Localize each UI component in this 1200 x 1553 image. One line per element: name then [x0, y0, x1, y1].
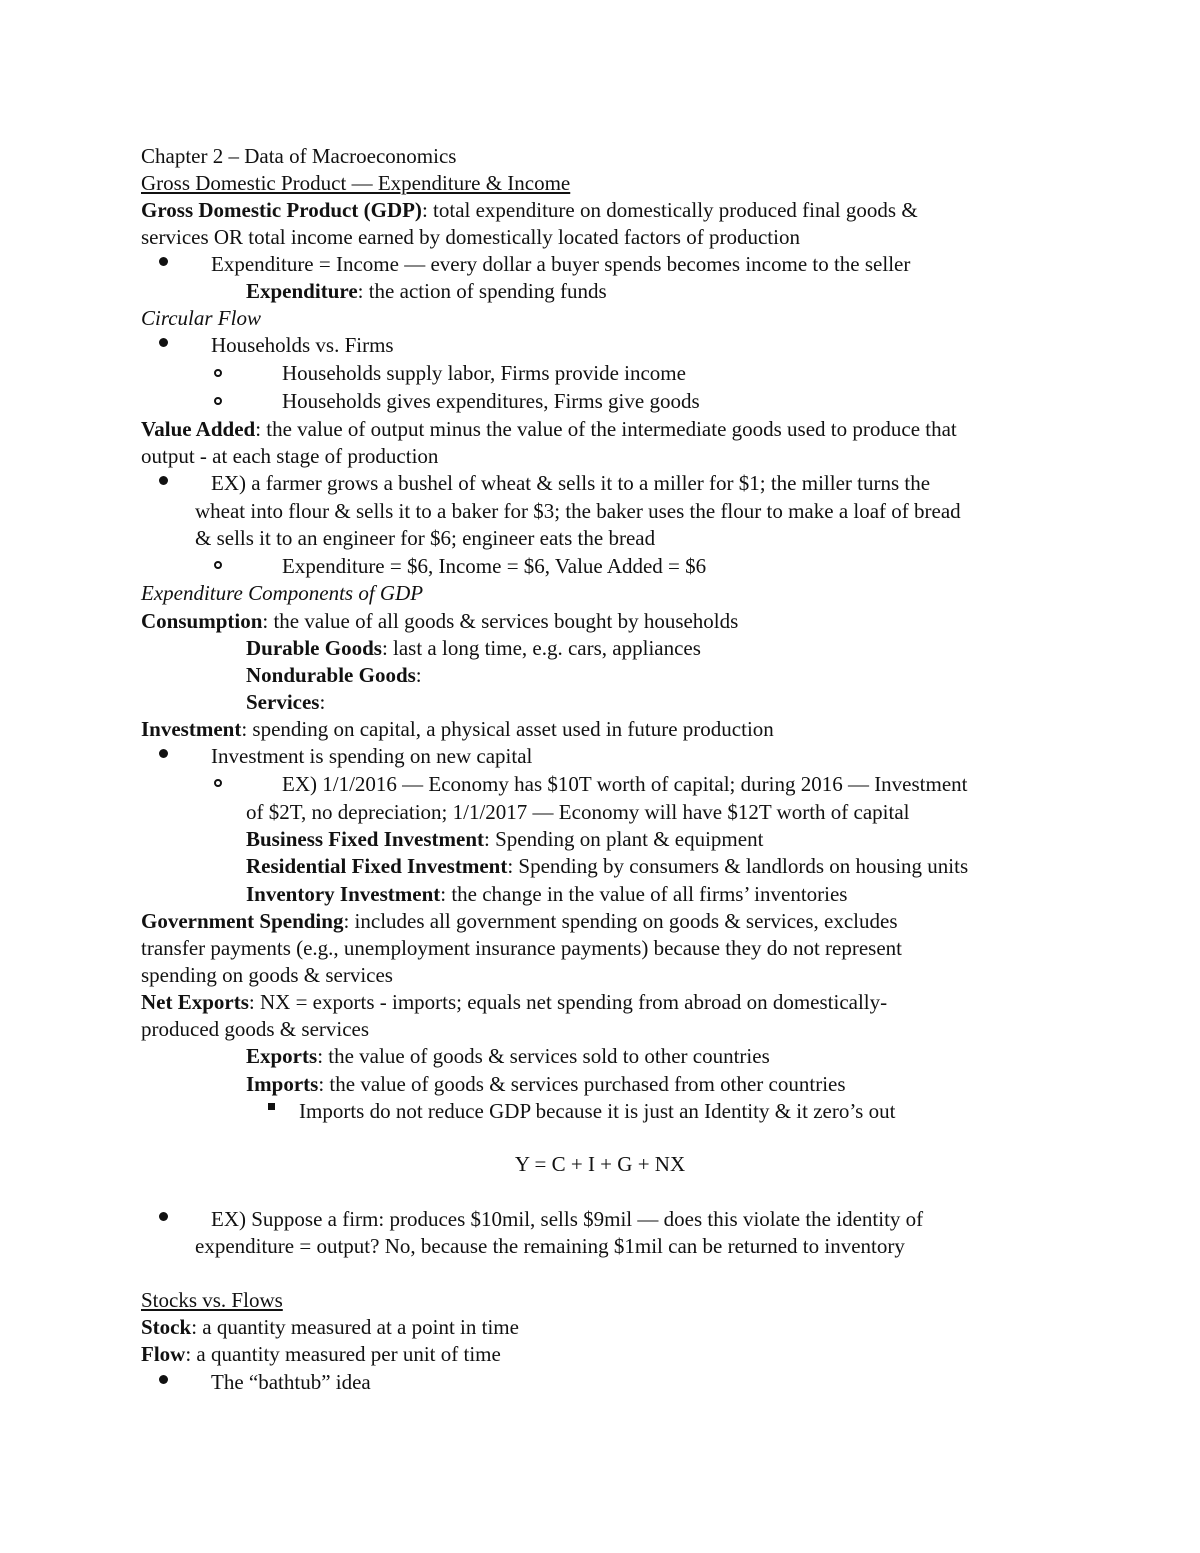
- value-added-definition: Value Added: the value of output minus the value of the intermediate goods used to produce that: [141, 417, 957, 441]
- gdp-definition: Gross Domestic Product (GDP): total expenditure on domestically produced final goods &: [141, 198, 918, 222]
- government-spending-cont: transfer payments (e.g., unemployment insurance payments) because they do not represent: [141, 936, 902, 960]
- value-added-example-cont: wheat into flour & sells it to a baker for $3; the baker uses the flour to make a loaf of bread: [195, 499, 961, 523]
- gdp-term: Gross Domestic Product (GDP): [141, 198, 422, 222]
- gdp-heading: Gross Domestic Product — Expenditure & Income: [141, 171, 571, 195]
- government-spending-definition: Government Spending: includes all government spending on goods & services, excludes: [141, 909, 898, 933]
- firm-example: EX) Suppose a firm: produces $10mil, sells $9mil — does this violate the identity of: [211, 1207, 924, 1231]
- hh-expend: Households gives expenditures, Firms give goods: [282, 389, 700, 413]
- circle-bullet-icon: [214, 369, 222, 377]
- square-bullet-icon: [268, 1103, 275, 1110]
- residential-fixed-investment: Residential Fixed Investment: Spending by consumers & landlords on housing units: [246, 854, 969, 878]
- government-spending-cont: spending on goods & services: [141, 963, 393, 987]
- circle-bullet-icon: [214, 779, 222, 787]
- flow-definition: Flow: a quantity measured per unit of time: [141, 1342, 501, 1366]
- bullet-icon: [159, 1212, 168, 1221]
- net-exports-definition: Net Exports: NX = exports - imports; equals net spending from abroad on domestically-: [141, 990, 888, 1014]
- value-added-example-cont: & sells it to an engineer for $6; engineer eats the bread: [195, 526, 656, 550]
- circle-bullet-icon: [214, 397, 222, 405]
- stock-definition: Stock: a quantity measured at a point in time: [141, 1315, 519, 1339]
- investment-example-cont: of $2T, no depreciation; 1/1/2017 — Economy will have $12T worth of capital: [246, 800, 910, 824]
- bullet-icon: [159, 476, 168, 485]
- consumption-definition: Consumption: the value of all goods & services bought by households: [141, 609, 739, 633]
- circle-bullet-icon: [214, 561, 222, 569]
- value-added-example: EX) a farmer grows a bushel of wheat & sells it to a miller for $1; the miller turns the: [211, 471, 931, 495]
- gdp-definition-cont: services OR total income earned by domestically located factors of production: [141, 225, 800, 249]
- exports-definition: Exports: the value of goods & services sold to other countries: [246, 1044, 770, 1068]
- bathtub-bullet: The “bathtub” idea: [211, 1370, 371, 1394]
- bullet-icon: [159, 257, 168, 266]
- circular-flow-heading: Circular Flow: [141, 306, 261, 330]
- investment-definition: Investment: spending on capital, a physical asset used in future production: [141, 717, 774, 741]
- investment-bullet: Investment is spending on new capital: [211, 744, 533, 768]
- firm-example-cont: expenditure = output? No, because the remaining $1mil can be returned to inventory: [195, 1234, 905, 1258]
- investment-example: EX) 1/1/2016 — Economy has $10T worth of capital; during 2016 — Investment: [282, 772, 968, 796]
- bullet-icon: [159, 1375, 168, 1384]
- imports-definition: Imports: the value of goods & services purchased from other countries: [246, 1072, 846, 1096]
- exp-income-bullet: Expenditure = Income — every dollar a buyer spends becomes income to the seller: [211, 252, 911, 276]
- expenditure-definition: Expenditure: the action of spending funds: [246, 279, 607, 303]
- value-added-result: Expenditure = $6, Income = $6, Value Added = $6: [282, 554, 707, 578]
- expenditure-components-heading: Expenditure Components of GDP: [141, 581, 424, 605]
- bullet-icon: [159, 338, 168, 347]
- durable-goods: Durable Goods: last a long time, e.g. cars, appliances: [246, 636, 701, 660]
- value-added-definition-cont: output - at each stage of production: [141, 444, 439, 468]
- services: Services:: [246, 690, 326, 714]
- page-title: Chapter 2 – Data of Macroeconomics: [141, 144, 457, 168]
- business-fixed-investment: Business Fixed Investment: Spending on plant & equipment: [246, 827, 764, 851]
- stocks-flows-heading: Stocks vs. Flows: [141, 1288, 283, 1312]
- gdp-identity-equation: Y = C + I + G + NX: [514, 1152, 686, 1176]
- bullet-icon: [159, 749, 168, 758]
- imports-note: Imports do not reduce GDP because it is just an Identity & it zero’s out: [299, 1099, 896, 1123]
- hh-labor: Households supply labor, Firms provide income: [282, 361, 686, 385]
- inventory-investment: Inventory Investment: the change in the value of all firms’ inventories: [246, 882, 848, 906]
- net-exports-cont: produced goods & services: [141, 1017, 370, 1041]
- hh-vs-firms: Households vs. Firms: [211, 333, 394, 357]
- nondurable-goods: Nondurable Goods:: [246, 663, 422, 687]
